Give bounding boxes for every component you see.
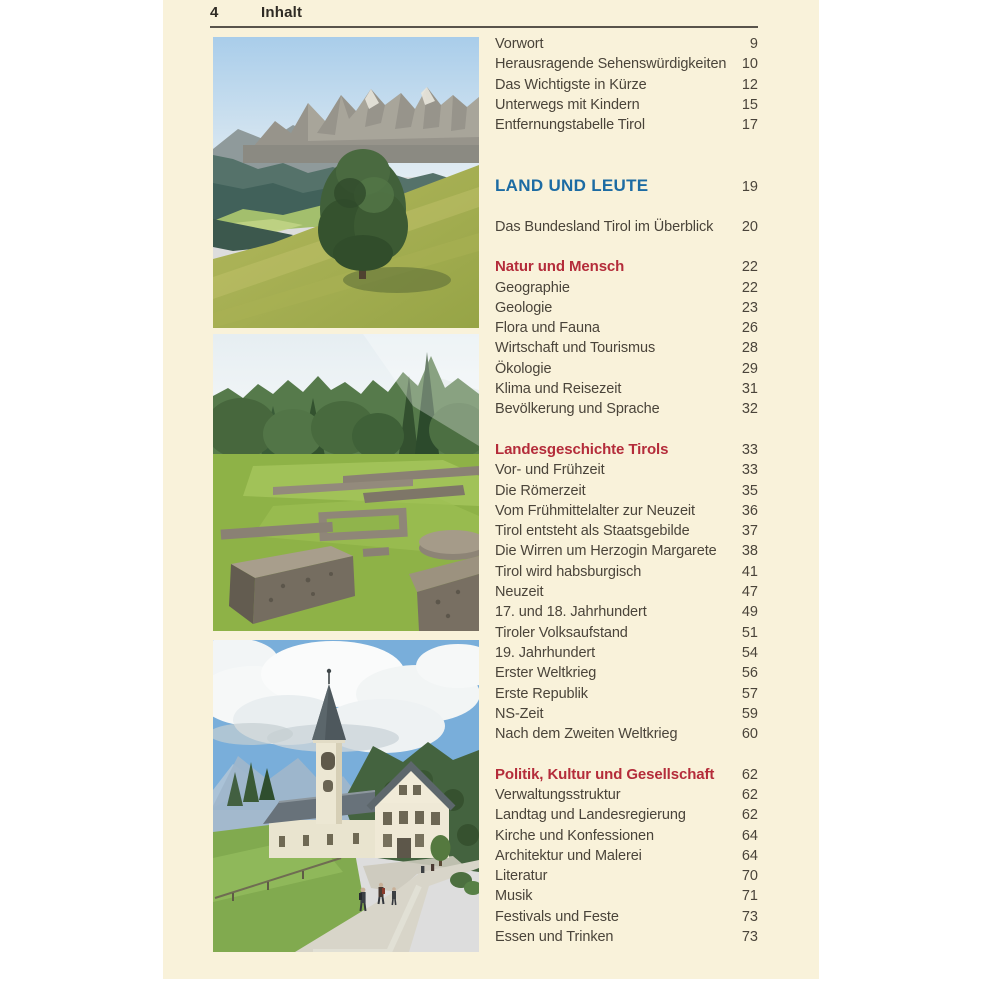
page-number: 4 — [210, 4, 219, 21]
toc-entry — [495, 440, 758, 460]
toc-entry-page: 10 — [741, 56, 758, 73]
toc-spacer — [495, 135, 758, 155]
table-of-contents — [495, 34, 758, 947]
toc-entry-page: 73 — [741, 908, 758, 925]
toc-entry — [495, 643, 758, 663]
toc-entry — [495, 481, 758, 501]
toc-entry-page: 47 — [741, 584, 758, 601]
page-title: Inhalt — [261, 4, 303, 21]
toc-entry-label: LAND UND LEUTE — [495, 176, 649, 196]
toc-entry-page: 54 — [741, 644, 758, 661]
toc-entry — [495, 582, 758, 602]
toc-entry-label: Natur und Mensch — [495, 258, 625, 276]
toc-entry-label: Vom Frühmittelalter zur Neuzeit — [495, 502, 695, 519]
toc-entry-label: Erster Weltkrieg — [495, 665, 597, 682]
header-rule — [210, 26, 758, 28]
toc-entry-label: Bevölkerung und Sprache — [495, 401, 660, 418]
toc-entry-label: Landesgeschichte Tirols — [495, 440, 669, 458]
toc-entry-label: Tirol wird habsburgisch — [495, 563, 642, 580]
toc-entry-page: 73 — [741, 929, 758, 946]
toc-entry — [495, 257, 758, 277]
toc-entry-page: 62 — [741, 786, 758, 803]
toc-spacer — [495, 744, 758, 764]
toc-entry-label: Herausragende Sehenswürdigkeiten — [495, 56, 727, 73]
toc-entry-page: 56 — [741, 665, 758, 682]
toc-entry — [495, 501, 758, 521]
toc-entry — [495, 927, 758, 947]
toc-entry — [495, 541, 758, 561]
toc-entry-page: 37 — [741, 523, 758, 540]
toc-entry-page: 33 — [741, 441, 758, 458]
toc-spacer — [495, 156, 758, 176]
toc-entry-page: 19 — [741, 179, 758, 196]
toc-entry — [495, 684, 758, 704]
toc-entry — [495, 866, 758, 886]
toc-entry — [495, 176, 758, 196]
toc-entry — [495, 907, 758, 927]
toc-entry — [495, 318, 758, 338]
toc-entry-page: 62 — [741, 766, 758, 783]
toc-entry-label: Tirol entsteht als Staatsgebilde — [495, 523, 690, 540]
toc-entry-label: Unterwegs mit Kindern — [495, 96, 640, 113]
toc-entry-page: 51 — [741, 624, 758, 641]
toc-entry-label: Flora und Fauna — [495, 320, 600, 337]
toc-entry-label: 17. und 18. Jahrhundert — [495, 604, 647, 621]
toc-entry-label: Verwaltungsstruktur — [495, 786, 621, 803]
toc-entry — [495, 805, 758, 825]
photo-roman-ruins — [213, 334, 479, 631]
toc-entry-page: 64 — [741, 827, 758, 844]
toc-entry — [495, 217, 758, 237]
toc-entry-label: Ökologie — [495, 360, 552, 377]
toc-entry — [495, 460, 758, 480]
toc-entry-label: Nach dem Zweiten Weltkrieg — [495, 726, 678, 743]
toc-entry-page: 26 — [741, 320, 758, 337]
toc-entry-page: 57 — [741, 685, 758, 702]
toc-entry-label: NS-Zeit — [495, 705, 544, 722]
toc-entry-label: Erste Republik — [495, 685, 588, 702]
photo-alpine-meadow-tree — [213, 37, 479, 328]
alpine-meadow-illustration — [213, 37, 479, 328]
toc-entry-label: Die Römerzeit — [495, 482, 586, 499]
toc-entry-page: 60 — [741, 726, 758, 743]
toc-entry-page: 41 — [741, 563, 758, 580]
toc-entry — [495, 785, 758, 805]
ruins-illustration — [213, 334, 479, 631]
toc-entry — [495, 399, 758, 419]
toc-entry-page: 71 — [741, 888, 758, 905]
toc-entry-page: 35 — [741, 482, 758, 499]
toc-entry-label: Wirtschaft und Tourismus — [495, 340, 656, 357]
toc-entry-page: 29 — [741, 360, 758, 377]
toc-entry-page: 22 — [741, 279, 758, 296]
toc-entry — [495, 278, 758, 298]
toc-entry — [495, 379, 758, 399]
toc-entry-page: 70 — [741, 868, 758, 885]
toc-entry — [495, 95, 758, 115]
toc-entry-label: Politik, Kultur und Gesellschaft — [495, 765, 715, 783]
toc-entry-label: Neuzeit — [495, 584, 544, 601]
toc-entry — [495, 75, 758, 95]
toc-entry-label: Geologie — [495, 299, 553, 316]
toc-entry-label: 19. Jahrhundert — [495, 644, 596, 661]
toc-entry-page: 23 — [741, 299, 758, 316]
toc-entry-page: 64 — [741, 847, 758, 864]
toc-entry-page: 28 — [741, 340, 758, 357]
church-illustration — [213, 640, 479, 952]
toc-entry-page: 49 — [741, 604, 758, 621]
photo-church-path-hikers — [213, 640, 479, 952]
toc-entry-label: Musik — [495, 888, 533, 905]
toc-entry-page: 22 — [741, 259, 758, 276]
toc-entry-label: Literatur — [495, 868, 548, 885]
toc-entry — [495, 521, 758, 541]
toc-entry — [495, 34, 758, 54]
toc-entry-page: 33 — [741, 462, 758, 479]
toc-entry-label: Das Bundesland Tirol im Überblick — [495, 218, 714, 235]
toc-entry — [495, 886, 758, 906]
toc-entry-page: 9 — [749, 36, 758, 52]
toc-entry-label: Festivals und Feste — [495, 908, 619, 925]
toc-entry-page: 59 — [741, 705, 758, 722]
toc-spacer — [495, 196, 758, 216]
toc-entry — [495, 562, 758, 582]
toc-entry-label: Architektur und Malerei — [495, 847, 642, 864]
toc-entry-label: Entfernungstabelle Tirol — [495, 117, 645, 134]
toc-entry-label: Vor- und Frühzeit — [495, 462, 605, 479]
toc-entry — [495, 846, 758, 866]
toc-entry — [495, 826, 758, 846]
toc-entry-label: Kirche und Konfessionen — [495, 827, 654, 844]
toc-entry-label: Vorwort — [495, 36, 544, 52]
toc-entry-label: Die Wirren um Herzogin Margarete — [495, 543, 717, 560]
toc-entry — [495, 359, 758, 379]
toc-entry — [495, 298, 758, 318]
toc-entry-label: Geographie — [495, 279, 570, 296]
toc-entry-label: Das Wichtigste in Kürze — [495, 76, 647, 93]
toc-entry — [495, 704, 758, 724]
toc-entry — [495, 663, 758, 683]
toc-entry-page: 32 — [741, 401, 758, 418]
toc-entry — [495, 623, 758, 643]
toc-entry-label: Klima und Reisezeit — [495, 381, 622, 398]
toc-entry — [495, 115, 758, 135]
toc-entry — [495, 338, 758, 358]
toc-entry-page: 15 — [741, 96, 758, 113]
toc-entry — [495, 765, 758, 785]
toc-entry-page: 62 — [741, 807, 758, 824]
toc-entry-label: Essen und Trinken — [495, 929, 614, 946]
toc-entry-page: 17 — [741, 117, 758, 134]
toc-entry-page: 12 — [741, 76, 758, 93]
toc-spacer — [495, 420, 758, 440]
toc-entry — [495, 724, 758, 744]
toc-entry — [495, 54, 758, 74]
toc-entry-label: Tiroler Volksaufstand — [495, 624, 628, 641]
content-page — [163, 0, 819, 979]
toc-entry-page: 20 — [741, 218, 758, 235]
toc-entry-page: 38 — [741, 543, 758, 560]
toc-entry-page: 31 — [741, 381, 758, 398]
toc-entry-label: Landtag und Landesregierung — [495, 807, 686, 824]
toc-entry — [495, 602, 758, 622]
toc-spacer — [495, 237, 758, 257]
toc-entry-page: 36 — [741, 502, 758, 519]
